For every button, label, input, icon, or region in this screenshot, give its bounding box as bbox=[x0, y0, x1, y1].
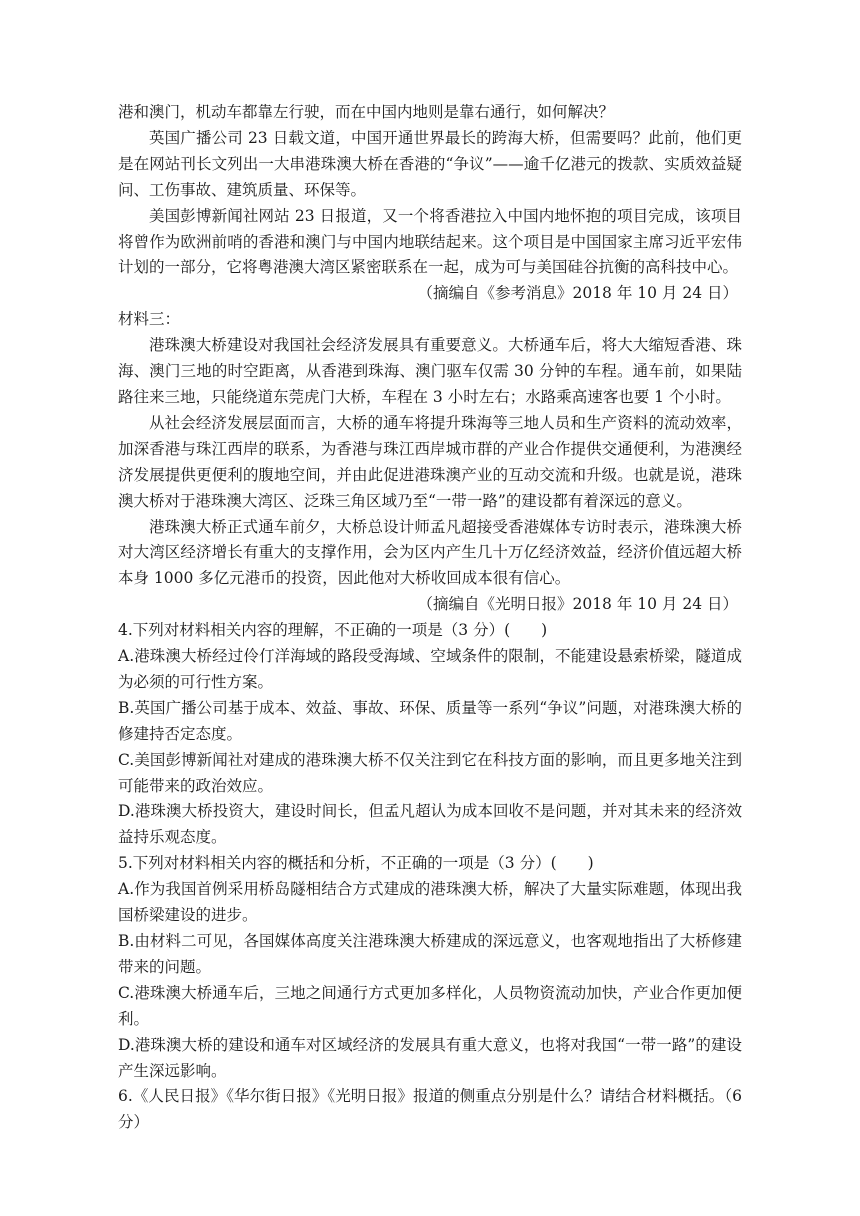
material3-paragraph-3: 港珠澳大桥正式通车前夕，大桥总设计师孟凡超接受香港媒体专访时表示，港珠澳大桥对大湾区经济增长有重大的支撑作用，会为区内产生几十万亿经济效益，经济价值远超大桥本身 1000 多亿元港币的投资，因此他对大桥收回成本很有信心。 bbox=[118, 517, 742, 588]
material3-paragraph-1: 港珠澳大桥建设对我国社会经济发展具有重要意义。大桥通车后，将大大缩短香港、珠海、澳门三地的时空距离，从香港到珠海、澳门驱车仅需 30 分钟的车程。通车前，如果陆路往来三地，只能绕道东莞虎门大桥，车程在 3 小时左右；水路乘高速客也要 1 个小时。 bbox=[118, 336, 742, 406]
question-4-option-d: D.港珠澳大桥投资大，建设时间长，但孟凡超认为成本回收不是问题，并对其未来的经济效益持乐观态度。 bbox=[118, 802, 742, 847]
material2-bloomberg-paragraph: 美国彭博新闻社网站 23 日报道，又一个将香港拉入中国内地怀抱的项目完成，该项目将曾作为欧洲前哨的香港和澳门与中国内地联结起来。这个项目是中国国家主席习近平宏伟计划的一部分，它将粤港澳大湾区紧密联系在一起，成为可与美国硅谷抗衡的高科技中心。 bbox=[118, 206, 742, 277]
material2-bbc-paragraph: 英国广播公司 23 日载文道，中国开通世界最长的跨海大桥，但需要吗？此前，他们更是在网站刊长文列出一大串港珠澳大桥在香港的“争议”——逾千亿港元的拨款、实质效益疑问、工伤事故、建筑质量、环保等。 bbox=[118, 128, 742, 199]
question-4-option-b: B.英国广播公司基于成本、效益、事故、环保、质量等一系列“争议”问题，对港珠澳大桥的修建持否定态度。 bbox=[118, 698, 742, 743]
material2-source: （摘编自《参考消息》2018 年 10 月 24 日） bbox=[417, 284, 738, 303]
question-5-option-a: A.作为我国首例采用桥岛隧相结合方式建成的港珠澳大桥，解决了大量实际难题，体现出我国桥梁建设的进步。 bbox=[118, 880, 742, 925]
question-5-option-b: B.由材料二可见，各国媒体高度关注港珠澳大桥建成的深远意义，也客观地指出了大桥修建带来的问题。 bbox=[118, 932, 742, 976]
material3-paragraph-2: 从社会经济发展层面而言，大桥的通车将提升珠海等三地人员和生产资料的流动效率，加深香港与珠江西岸的联系，为香港与珠江西岸城市群的产业合作提供交通便利，为港澳经济发展提供更便利的腹地空间，并由此促进港珠澳产业的互动交流和升级。也就是说，港珠澳大桥对于港珠澳大湾区、泛珠三角区域乃至“一带一路”的建设都有着深远的意义。 bbox=[118, 413, 742, 510]
material3-source: （摘编自《光明日报》2018 年 10 月 24 日） bbox=[417, 595, 738, 614]
question-5-stem: 5.下列对材料相关内容的概括和分析，不正确的一项是（3 分）( ) bbox=[118, 854, 594, 873]
question-4-option-c: C.美国彭博新闻社对建成的港珠澳大桥不仅关注到它在科技方面的影响，而且更多地关注到可能带来的政治效应。 bbox=[118, 750, 742, 795]
question-5-option-d: D.港珠澳大桥的建设和通车对区域经济的发展具有重大意义，也将对我国“一带一路”的建设产生深远影响。 bbox=[118, 1035, 742, 1080]
question-6-stem: 6.《人民日报》《华尔街日报》《光明日报》报道的侧重点分别是什么？请结合材料概括。（6 分） bbox=[118, 1087, 742, 1132]
exam-page bbox=[118, 100, 742, 1136]
material2-paragraph-tail: 港和澳门，机动车都靠左行驶，而在中国内地则是靠右通行，如何解决？ bbox=[118, 103, 615, 121]
question-5-option-c: C.港珠澳大桥通车后，三地之间通行方式更加多样化，人员物资流动加快，产业合作更加便利。 bbox=[118, 983, 742, 1028]
question-4-option-a: A.港珠澳大桥经过伶仃洋海域的路段受海域、空域条件的限制，不能建设悬索桥梁，隧道成为必须的可行性方案。 bbox=[118, 647, 742, 691]
material3-heading: 材料三： bbox=[118, 310, 181, 329]
question-4-stem: 4.下列对材料相关内容的理解，不正确的一项是（3 分）( ) bbox=[118, 621, 548, 640]
